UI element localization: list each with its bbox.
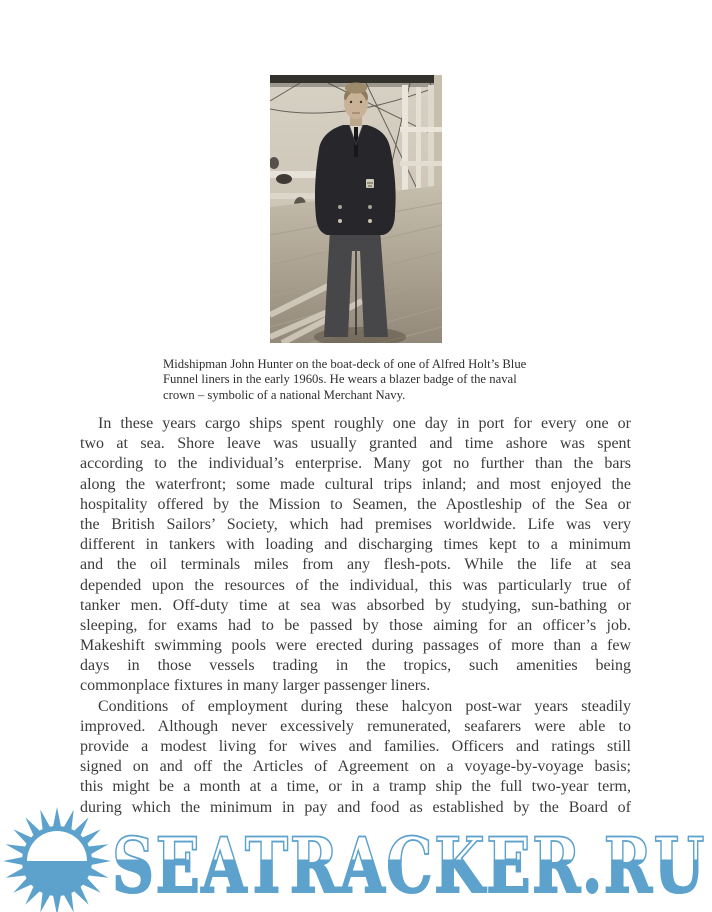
text-line: depended upon the resources of the individual, this was particularly true of bbox=[80, 576, 631, 594]
sun-logo-icon bbox=[0, 803, 114, 912]
text-line: according to the individual’s enterprise. Many got no further than the bars bbox=[80, 455, 631, 473]
text-line: sleeping, for exams had to be passed by those aiming for an officer’s job. bbox=[80, 616, 631, 634]
photo-caption bbox=[163, 357, 573, 403]
photo-illustration bbox=[270, 75, 442, 343]
text-line: different in tankers with loading and discharging times kept to a minimum bbox=[80, 536, 631, 554]
watermark bbox=[112, 821, 706, 910]
paragraph-1 bbox=[80, 414, 631, 697]
text-line: the British Sailors’ Society, which had premises worldwide. Life was very bbox=[80, 515, 631, 533]
caption-line: Funnel liners in the early 1960s. He wears a blazer badge of the naval bbox=[163, 372, 517, 387]
text-line: during which the minimum in pay and food as established by the Board of bbox=[80, 798, 631, 816]
photo-midshipman bbox=[270, 75, 442, 343]
paragraph-2 bbox=[80, 697, 631, 818]
text-line: hospitality offered by the Mission to Seamen, the Apostleship of the Sea or bbox=[80, 495, 631, 513]
caption-line: crown – symbolic of a national Merchant Navy. bbox=[163, 387, 406, 402]
text-line: In these years cargo ships spent roughly one day in port for every one or bbox=[98, 415, 631, 432]
text-line: signed on and off the Articles of Agreement on a voyage-by-voyage basis; bbox=[80, 758, 631, 776]
body-text bbox=[80, 414, 631, 818]
text-line: Conditions of employment during these halcyon post-war years steadily bbox=[98, 697, 631, 715]
text-line: days in those vessels trading in the tropics, such amenities being bbox=[80, 657, 631, 675]
text-line: and the oil terminals miles from any flesh-pots. While the life at sea bbox=[80, 556, 631, 574]
watermark-text: SEATRACKER.RU bbox=[112, 821, 706, 910]
text-line: commonplace fixtures in many larger passenger liners. bbox=[80, 677, 431, 695]
text-line: along the waterfront; some made cultural trips inland; and most enjoyed the bbox=[80, 475, 631, 493]
text-line: Makeshift swimming pools were erected during passages of more than a few bbox=[80, 637, 631, 655]
text-line: two at sea. Shore leave was usually granted and time ashore was spent bbox=[80, 435, 631, 453]
text-line: this might be a month at a time, or in a tramp ship the full two-year term, bbox=[80, 778, 631, 796]
text-line: provide a modest living for wives and families. Officers and ratings still bbox=[80, 738, 631, 755]
text-line: improved. Although never excessively remunerated, seafarers were able to bbox=[80, 717, 631, 735]
text-line: tanker men. Off-duty time at sea was absorbed by studying, sun-bathing or bbox=[80, 596, 631, 614]
caption-line: Midshipman John Hunter on the boat-deck of one of Alfred Holt’s Blue bbox=[163, 357, 527, 371]
